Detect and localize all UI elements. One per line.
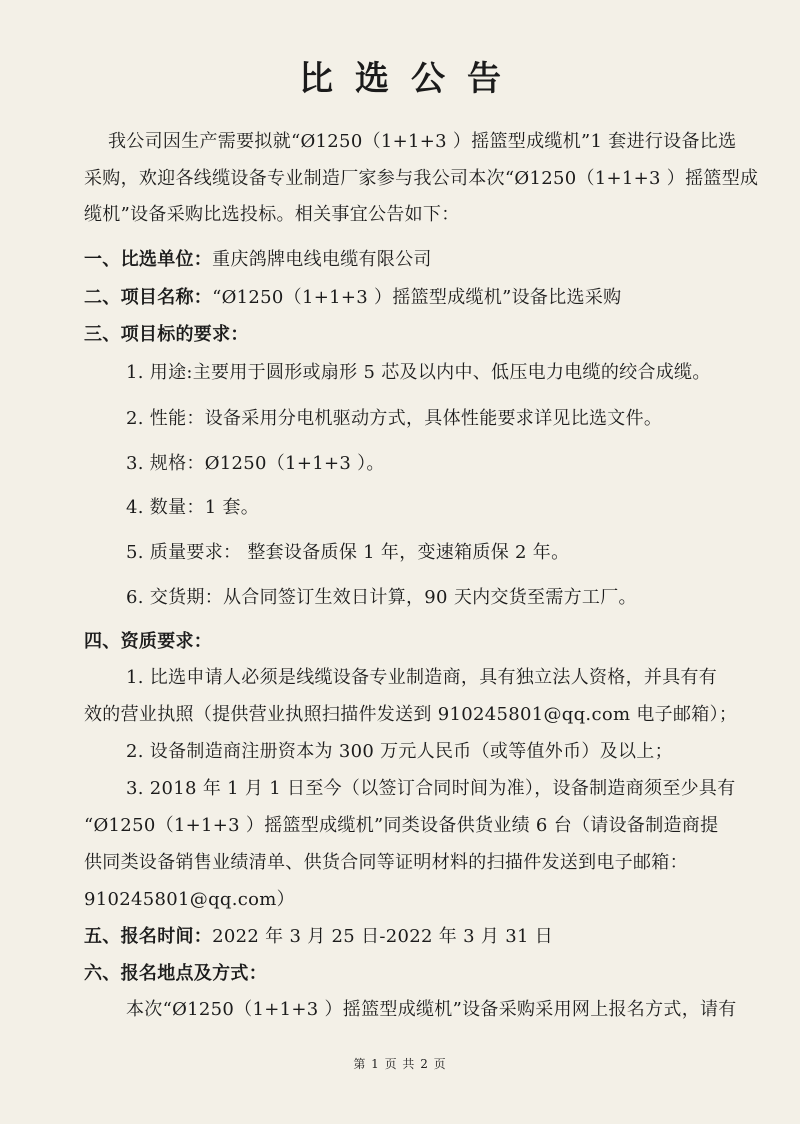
qualification-line: 2. 设备制造商注册资本为 300 万元人民币（或等值外币）及以上； [126, 741, 673, 762]
qualification-line: 供同类设备销售业绩清单、供货合同等证明材料的扫描件发送到电子邮箱： [84, 852, 688, 873]
section-registration-method-heading: 六、报名地点及方式： [84, 963, 267, 984]
section-unit [84, 246, 764, 274]
section-project-name [84, 284, 764, 312]
section-project-name-value: “Ø1250（1+1+3 ）摇篮型成缆机”设备比选采购 [212, 287, 622, 308]
section-unit-label: 一、比选单位： [84, 249, 213, 270]
qualification-line: 910245801@qq.com） [84, 889, 295, 910]
registration-method-line: 本次“Ø1250（1+1+3 ）摇篮型成缆机”设备采购采用网上报名方式，请有 [126, 999, 737, 1020]
requirement-item: 4. 数量：1 套。 [126, 497, 260, 518]
section-registration-time [84, 923, 764, 951]
section-registration-time-label: 五、报名时间： [84, 926, 213, 947]
intro-line-2: 采购，欢迎各线缆设备专业制造厂家参与我公司本次“Ø1250（1+1+3 ）摇篮型成 [84, 168, 759, 189]
intro-line-3: 缆机”设备采购比选投标。相关事宜公告如下： [84, 204, 460, 225]
section-requirements-heading: 三、项目标的要求： [84, 324, 249, 345]
qualification-line: 1. 比选申请人必须是线缆设备专业制造商，具有独立法人资格，并具有有 [126, 667, 718, 688]
intro-line-1: 我公司因生产需要拟就“Ø1250（1+1+3 ）摇篮型成缆机”1 套进行设备比选 [108, 131, 737, 152]
requirement-item: 3. 规格：Ø1250（1+1+3 ）。 [126, 453, 385, 474]
section-qualification-heading: 四、资质要求： [84, 631, 213, 652]
requirement-item: 6. 交货期：从合同签订生效日计算，90 天内交货至需方工厂。 [126, 587, 637, 608]
section-registration-time-value: 2022 年 3 月 25 日-2022 年 3 月 31 日 [212, 926, 554, 947]
section-unit-value: 重庆鸽牌电线电缆有限公司 [212, 249, 432, 270]
requirement-item: 1. 用途:主要用于圆形或扇形 5 芯及以内中、低压电力电缆的绞合成缆。 [126, 362, 711, 383]
page-title: 比选公告 [299, 59, 523, 99]
page-footer: 第 1 页 共 2 页 [353, 1057, 447, 1071]
requirement-item: 2. 性能：设备采用分电机驱动方式，具体性能要求详见比选文件。 [126, 408, 663, 429]
requirement-item: 5. 质量要求： 整套设备质保 1 年，变速箱质保 2 年。 [126, 542, 570, 563]
qualification-line: “Ø1250（1+1+3 ）摇篮型成缆机”同类设备供货业绩 6 台（请设备制造商提 [84, 815, 719, 836]
qualification-line: 3. 2018 年 1 月 1 日至今（以签订合同时间为准），设备制造商须至少具有 [126, 778, 736, 799]
section-project-name-label: 二、项目名称： [84, 287, 213, 308]
qualification-line: 效的营业执照（提供营业执照扫描件发送到 910245801@qq.com 电子邮箱）； [84, 704, 738, 725]
